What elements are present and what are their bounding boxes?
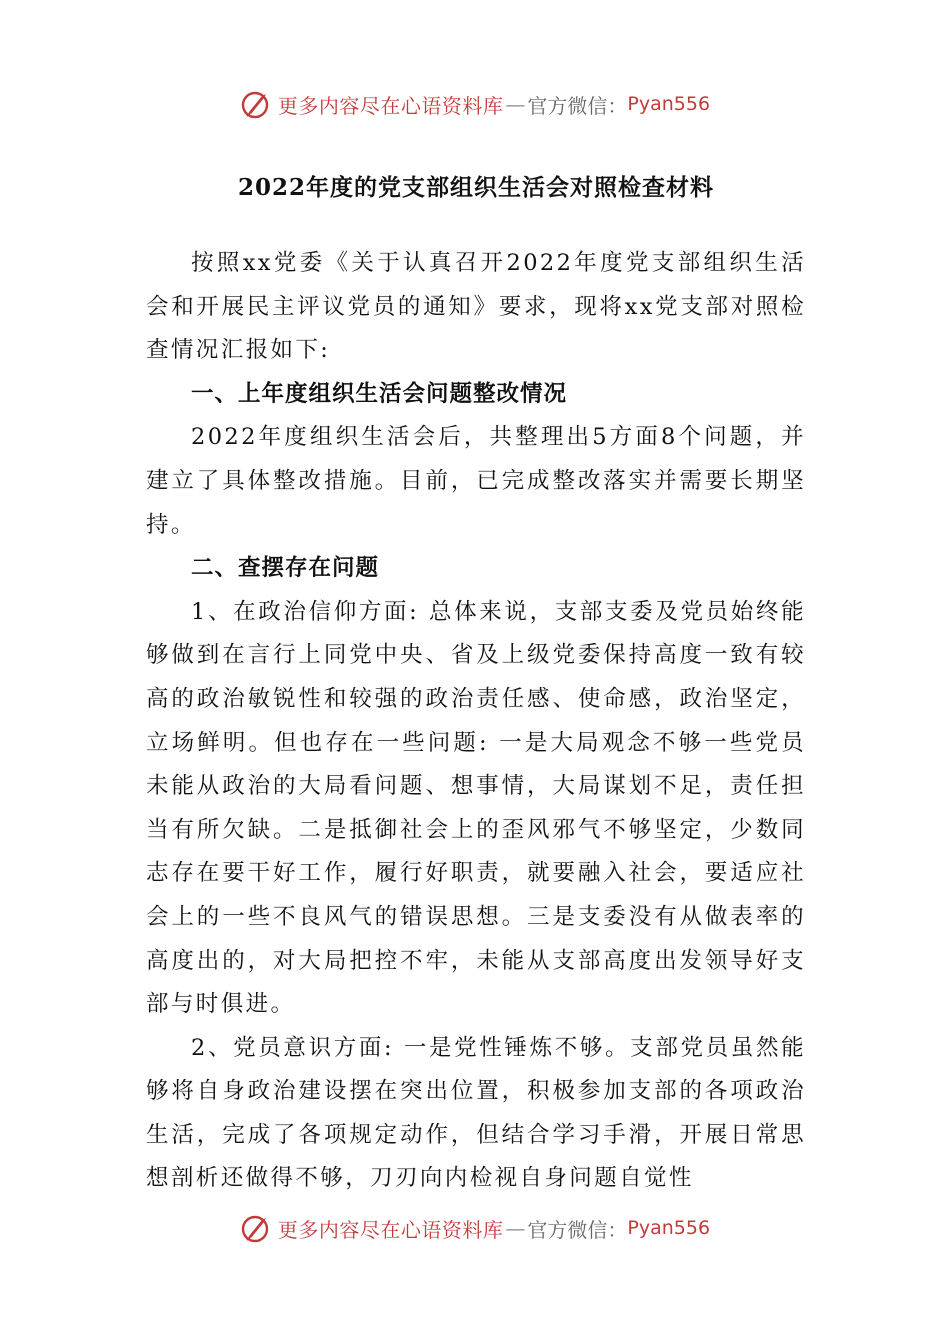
watermark-contact-label: 官方微信： <box>527 1217 628 1242</box>
item1-paragraph: 1、在政治信仰方面: 总体来说，支部支委及党员始终能够做到在言行上同党中央、省及上级党委保持高度一致有较高的政治敏锐性和较强的政治责任感、使命感，政治坚定，立场鲜明。但也存在一些问题: 一是大局观念不够一些党员未能从政治的大局看问题、想事情，大局谋划不足，责任担当有所欠缺。二是抵御社会上的歪风邪气不够坚定，少数同志存在要干好工作，履行好职责，就要融入社会，要适应社会上的一些不良风气的错误思想。三是支委没有从做表率的高度出的，对大局把控不牢，未能从支部高度出发领导好支部与时俱进。 <box>146 598 806 1018</box>
watermark-text: 更多内容尽在心语资料库 <box>277 1217 504 1242</box>
watermark-footer <box>0 1208 950 1248</box>
watermark-dash: — <box>505 1216 526 1240</box>
item2-paragraph: 2、党员意识方面: 一是党性锤炼不够。支部党员虽然能够将自身政治建设摆在突出位置，积极参加支部的各项政治生活，完成了各项规定动作，但结合学习手滑，开展日常思想剖析还做得不够，刀刃向内检视自身问题自觉性 <box>146 1034 806 1192</box>
pen-circle-icon <box>240 1212 272 1244</box>
watermark-contact-id: Pyan556 <box>627 93 711 115</box>
section1-heading: 一、上年度组织生活会问题整改情况 <box>191 380 568 407</box>
watermark-contact-label: 官方微信： <box>527 93 628 118</box>
section2-heading: 二、查摆存在问题 <box>191 555 380 582</box>
intro-paragraph: 按照xx党委《关于认真召开2022年度党支部组织生活会和开展民主评议党员的通知》要求，现将xx党支部对照检查情况汇报如下: <box>146 250 806 364</box>
watermark-header <box>0 84 950 124</box>
document-body <box>146 166 806 1201</box>
watermark-dash: — <box>505 92 526 116</box>
document-title: 2022年度的党支部组织生活会对照检查材料 <box>237 174 714 201</box>
watermark-text: 更多内容尽在心语资料库 <box>277 93 504 118</box>
pen-circle-icon <box>240 88 272 120</box>
watermark-contact-id: Pyan556 <box>627 1217 711 1239</box>
section1-paragraph: 2022年度组织生活会后，共整理出5方面8个问题，并建立了具体整改措施。目前，已完成整改落实并需要长期坚持。 <box>146 424 806 538</box>
